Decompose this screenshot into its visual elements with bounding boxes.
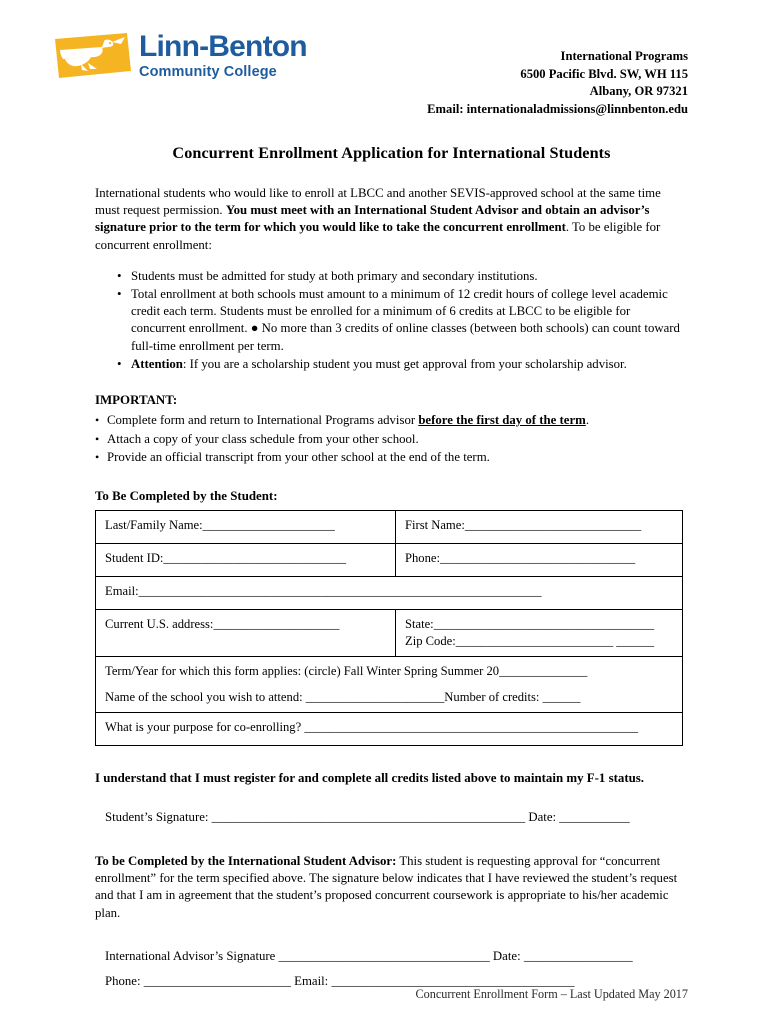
table-row (96, 712, 683, 745)
page-footer: Concurrent Enrollment Form – Last Updated May 2017 (415, 987, 688, 1001)
address-field[interactable] (96, 609, 396, 656)
intro-part2: . To be eligible for concurrent enrollment: (95, 220, 661, 252)
intro-bold: You must meet with an International Student Advisor and obtain an advisor’s signature prior to the term for which you would like to take the concurrent enrollment (95, 203, 650, 235)
list-item (117, 286, 688, 355)
page-title: Concurrent Enrollment Application for International Students (172, 144, 611, 162)
list-item (117, 268, 688, 285)
table-row (96, 510, 683, 543)
phone-field[interactable] (396, 543, 683, 576)
header-address-line2: Albany, OR 97321 (589, 84, 688, 98)
school-credits-line[interactable] (105, 689, 682, 706)
advisor-signature-rule: _________________________________ (278, 949, 490, 964)
advisor-heading: To be Completed by the International Student Advisor: (95, 853, 397, 868)
important-heading: IMPORTANT: (95, 393, 178, 408)
table-row (96, 609, 683, 656)
intro-paragraph (95, 185, 688, 254)
purpose-field[interactable] (96, 712, 683, 745)
document-body (0, 144, 770, 990)
phone-rule: _______________________________ (439, 550, 636, 565)
term-rule: ______________ (499, 663, 588, 678)
list-item (95, 430, 688, 449)
advisor-date-label: Date: (489, 949, 524, 964)
advisor-paragraph (95, 853, 688, 923)
state-line[interactable] (405, 616, 682, 633)
header-org: International Programs (560, 49, 688, 63)
email-label: Email: (105, 583, 139, 598)
advisor-signature-label: International Advisor’s Signature (105, 949, 279, 964)
roadrunner-bird-icon (55, 33, 131, 78)
advisor-date-rule: _________________ (523, 949, 633, 964)
last-name-label: Last/Family Name: (105, 517, 203, 532)
zip-line[interactable] (405, 633, 682, 650)
important-list (95, 411, 688, 467)
imp-pre: Attach a copy of your class schedule from your other school. (107, 431, 419, 446)
bullet-text: : If you are a scholarship student you must get approval from your scholarship advisor. (182, 356, 627, 371)
zip-rule: _________________________ ______ (455, 633, 655, 648)
list-item (95, 448, 688, 467)
advisor-email-rule: ______________________________________ (331, 973, 575, 988)
advisor-phone-label: Phone: (105, 973, 144, 988)
first-name-label: First Name: (405, 517, 465, 532)
student-id-field[interactable] (96, 543, 396, 576)
purpose-rule: _____________________________________________________ (304, 719, 639, 734)
student-id-label: Student ID: (105, 550, 164, 565)
student-signature-rule: _________________________________________________ (211, 810, 526, 825)
bullet-bold-lead: Attention (131, 356, 183, 371)
term-school-field[interactable] (96, 656, 683, 712)
declaration-text: I understand that I must register for and complete all credits listed above to maintain my F-1 status. (95, 770, 645, 785)
logo-name: Linn-Benton (139, 30, 307, 63)
zip-label: Zip Code: (405, 633, 456, 648)
advisor-email-label: Email: (290, 973, 332, 988)
school-label: Name of the school you wish to attend: (105, 689, 306, 704)
advisor-signature-line[interactable] (95, 948, 688, 966)
student-date-rule: ___________ (559, 810, 630, 825)
state-rule: ___________________________________ (433, 616, 655, 631)
first-name-field[interactable] (396, 510, 683, 543)
student-id-rule: _____________________________ (163, 550, 347, 565)
bullet-text: Students must be admitted for study at both primary and secondary institutions. (131, 268, 538, 283)
list-item (117, 356, 688, 373)
first-name-rule: ____________________________ (464, 517, 642, 532)
intro-part1: International students who would like to enroll at LBCC and another SEVIS-approved school at the same time must request permission. (95, 186, 661, 218)
bullet-text: Total enrollment at both schools must amount to a minimum of 12 credit hours of college level academic credit each term. Students must be enrolled for a minimum of 6 credits at LBCC to be eligible for concurrent enrollment. ● No more than 3 credits of online classes (between both schools) can count toward full-time enrollment per term. (131, 287, 680, 353)
student-section-heading: To Be Completed by the Student: (95, 488, 278, 503)
eligibility-list (95, 268, 688, 373)
state-zip-field[interactable] (396, 609, 683, 656)
address-label: Current U.S. address: (105, 616, 214, 631)
state-label: State: (405, 616, 434, 631)
email-rule: ________________________________________________________________ (138, 583, 542, 598)
header-email: Email: internationaladmissions@linnbenton.edu (427, 101, 688, 116)
imp-underline: before the first day of the term (418, 413, 586, 428)
credits-rule: ______ (542, 689, 581, 704)
student-signature-line[interactable] (95, 809, 688, 827)
imp-pre: Complete form and return to International Programs advisor (107, 413, 419, 428)
school-rule: ______________________ (305, 689, 445, 704)
advisor-phone-rule: _______________________ (143, 973, 291, 988)
last-name-rule: _____________________ (202, 517, 335, 532)
table-row (96, 656, 683, 712)
college-logo (55, 30, 307, 80)
last-name-field[interactable] (96, 510, 396, 543)
page-header (0, 0, 770, 118)
table-row (96, 576, 683, 609)
term-label: Term/Year for which this form applies: (circle) Fall Winter Spring Summer 20 (105, 663, 500, 678)
student-form-table (95, 510, 683, 746)
list-item (95, 411, 688, 430)
term-year-line[interactable] (105, 663, 682, 680)
header-contact-block (427, 30, 688, 118)
logo-subtitle: Community College (139, 64, 277, 80)
student-signature-label: Student’s Signature: (105, 810, 212, 825)
address-rule: ____________________ (213, 616, 340, 631)
phone-label: Phone: (405, 550, 440, 565)
credits-label: Number of credits: (444, 689, 543, 704)
student-date-label: Date: (525, 810, 560, 825)
logo-wordmark (139, 32, 307, 80)
advisor-body: This student is requesting approval for “concurrent enrollment” for the term specified above. The signature below indicates that I have reviewed the student’s request and that I am in agreement that the student’s proposed concurrent coursework is appropriate to his/her academic plan. (95, 853, 678, 920)
imp-post: . (585, 413, 590, 428)
email-field[interactable] (96, 576, 683, 609)
imp-pre: Provide an official transcript from your other school at the end of the term. (107, 450, 490, 465)
table-row (96, 543, 683, 576)
purpose-label: What is your purpose for co-enrolling? (105, 719, 305, 734)
header-address-line1: 6500 Pacific Blvd. SW, WH 115 (520, 66, 688, 81)
